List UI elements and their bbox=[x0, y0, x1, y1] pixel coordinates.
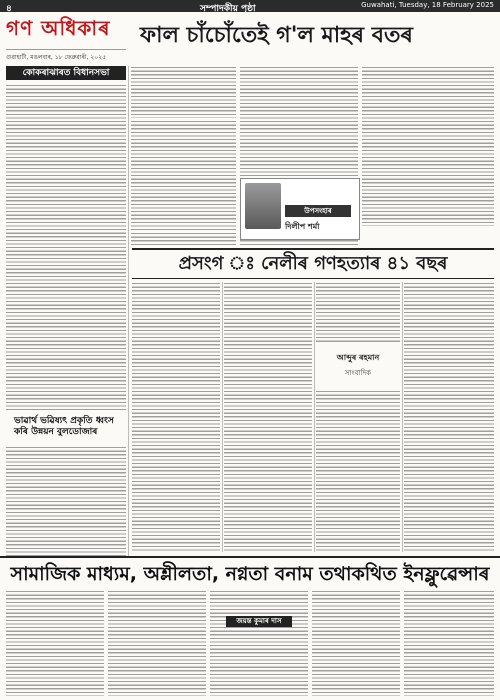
columnist-name: দিলীপ শৰ্মা bbox=[285, 222, 320, 231]
masthead bbox=[6, 14, 132, 64]
bottom-story-text bbox=[404, 590, 494, 696]
byline-name: আব্দুৰ ৰহমান bbox=[336, 353, 380, 362]
section-title: সম্পাদকীয় পৃষ্ঠা bbox=[200, 4, 256, 14]
bottom-story-text bbox=[210, 590, 308, 696]
lead-column-text bbox=[131, 120, 236, 230]
sub-editorial-headline: ভাৱাৰ্থ ভৱিষ্যৎ প্ৰকৃতি ধ্বংস কৰি উন্নয়ন বুলডোজাৰ bbox=[14, 416, 114, 437]
second-story-byline bbox=[316, 346, 400, 386]
second-story-text bbox=[132, 282, 220, 552]
sub-editorial-body-text bbox=[6, 446, 126, 556]
second-story-text bbox=[404, 282, 494, 552]
column-divider bbox=[128, 66, 129, 556]
bottom-story-byline: জয়ন্ত কুমাৰ দাস bbox=[226, 616, 292, 627]
lead-column-text bbox=[362, 66, 494, 226]
byline-role: সাংবাদিক bbox=[344, 369, 372, 377]
page-number: ৪ bbox=[6, 4, 12, 14]
columnist-box bbox=[240, 178, 360, 240]
column-divider bbox=[402, 282, 403, 552]
editorial-body-text bbox=[6, 84, 126, 410]
masthead-subline: গুৱাহাটী, মঙলবাৰ, ১৮ ফেব্ৰুৱাৰী, ২০২৫ bbox=[6, 54, 106, 61]
lead-column-text bbox=[131, 66, 236, 118]
masthead-logo: গণ অধিকাৰ bbox=[6, 16, 111, 40]
column-divider bbox=[314, 282, 315, 552]
second-story-headline: প্ৰসংগ ঃ নেলীৰ গণহত্যাৰ ৪১ বছৰ bbox=[132, 248, 494, 279]
bottom-story-text bbox=[108, 590, 206, 696]
top-banner bbox=[0, 0, 500, 12]
bottom-story-headline: সামাজিক মাধ্যম, অশ্লীলতা, নগ্নতা বনাম তথাকথিত ইনফ্লুৱেন্সাৰ bbox=[10, 563, 490, 585]
dateline: Guwahati, Tuesday, 18 February 2025 bbox=[361, 1, 494, 9]
second-story-text bbox=[316, 282, 400, 342]
masthead-divider bbox=[6, 49, 126, 50]
section-divider bbox=[0, 556, 500, 558]
bottom-story-text bbox=[6, 590, 104, 696]
second-story-text bbox=[224, 282, 312, 552]
lead-column-text bbox=[131, 232, 236, 246]
columnist-photo bbox=[245, 183, 281, 229]
column-divider bbox=[222, 282, 223, 552]
columnist-label: উপসংহাৰ bbox=[285, 205, 351, 217]
second-story-text bbox=[316, 390, 400, 552]
editorial-title: কোকৰাঝাৰত বিধানসভা bbox=[6, 66, 126, 80]
bottom-story-text bbox=[312, 590, 400, 696]
lead-headline: ফাল চাঁচোঁতেই গ'ল মাহৰ বতৰ bbox=[140, 23, 413, 48]
